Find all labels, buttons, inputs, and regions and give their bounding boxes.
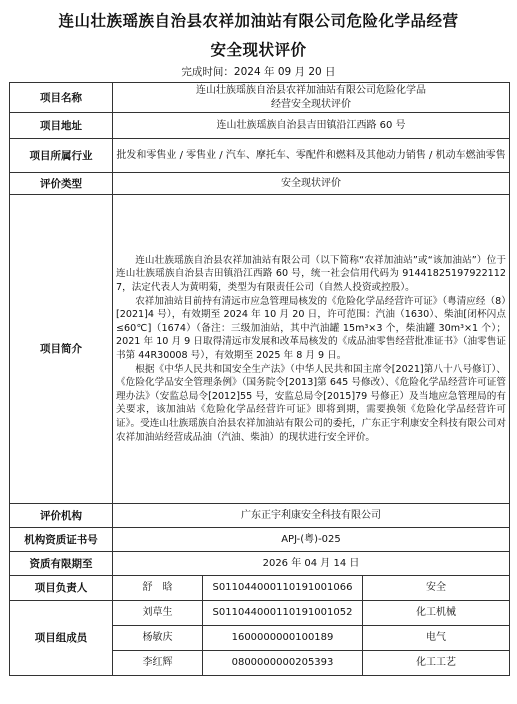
person-specialty: 电气 xyxy=(363,626,510,651)
validity-value: 2026 年 04 月 14 日 xyxy=(113,552,510,576)
person-name: 舒 晗 xyxy=(113,576,203,601)
project-info-table xyxy=(9,82,510,676)
person-specialty: 安全 xyxy=(363,576,510,601)
label-intro: 项目简介 xyxy=(10,195,113,504)
cert-no-value: APJ-(粤)-025 xyxy=(113,528,510,552)
label-eval-type: 评价类型 xyxy=(10,173,113,195)
member-row xyxy=(10,601,510,626)
person-name: 杨敏庆 xyxy=(113,626,203,651)
label-validity: 资质有限期至 xyxy=(10,552,113,576)
label-leader: 项目负责人 xyxy=(10,576,113,601)
intro-paragraph-1: 连山壮族瑶族自治县农祥加油站有限公司（以下简称“农祥加油站”或“该加油站”）位于连山壮族瑶族自治县吉田镇沿江西路 60 号，统一社会信用代码为 91441825197922112​7，法定代表人为黄明菊，类型为有限责任公司（自然人投资或控股）。 xyxy=(116,254,506,294)
label-industry: 项目所属行业 xyxy=(10,139,113,173)
leader-row xyxy=(10,576,510,601)
person-name: 刘草生 xyxy=(113,601,203,626)
label-agency: 评价机构 xyxy=(10,504,113,528)
person-specialty: 化工工艺 xyxy=(363,651,510,676)
label-project-name: 项目名称 xyxy=(10,83,113,113)
intro-content xyxy=(113,195,510,504)
person-cert: 0800000000205393 xyxy=(203,651,363,676)
label-project-address: 项目地址 xyxy=(10,113,113,139)
person-cert: S011044000110191001066 xyxy=(203,576,363,601)
intro-paragraph-2: 农祥加油站目前持有清远市应急管理局核发的《危险化学品经营许可证》（粤清应经（8）[2021]4 号），有效期至 2024 年 10 月 20 日，许可范围：汽油（1630）、柴油[闭杯闪点≤60℃]（1674）（备注：三级加油站，其中汽油罐 15m³×3 个，柴油罐 30m³×1 个）；2021 年 10 月 9 日取得清远市发展和改革局核发的《成品油零售经营批准证书》（油零售证书第 44R30008 号），有效期至 2025 年 8 月 9 日。 xyxy=(116,295,506,361)
document-title-line2: 安全现状评价 xyxy=(210,41,307,59)
project-address-value: 连山壮族瑶族自治县吉田镇沿江西路 60 号 xyxy=(113,113,510,139)
project-name-line1: 连山壮族瑶族自治县农祥加油站有限公司危险化学品 xyxy=(196,84,426,96)
eval-type-value: 安全现状评价 xyxy=(113,173,510,195)
document-title-line1: 连山壮族瑶族自治县农祥加油站有限公司危险化学品经营 xyxy=(58,12,459,30)
person-specialty: 化工机械 xyxy=(363,601,510,626)
person-name: 李红辉 xyxy=(113,651,203,676)
intro-paragraph-3: 根据《中华人民共和国安全生产法》（中华人民共和国主席令[2021]第八十八号修订）、《危险化学品安全管理条例》（国务院令[2013]第 645 号修改）、《危险化学品经营许可证管理办法》（安监总局令[2012]55 号，安监总局令[2015]79 号修正）及当地应急管理局的有关要求，该加油站《危险化学品经营许可证》即将到期，需要换领《危险化学品经营许可证》。受连山壮族瑶族自治县农祥加油站有限公司的委托，广东正宇利康安全科技有限公司对农祥加油站经营成品油（汽油、柴油）的现状进行安全评价。 xyxy=(116,363,506,443)
person-cert: 1600000000100189 xyxy=(203,626,363,651)
label-cert-no: 机构资质证书号 xyxy=(10,528,113,552)
project-name-line2: 经营安全现状评价 xyxy=(271,98,351,110)
agency-value: 广东正宇利康安全科技有限公司 xyxy=(113,504,510,528)
label-members: 项目组成员 xyxy=(10,601,113,676)
project-name-value xyxy=(113,83,510,113)
person-cert: S011044000110191001052 xyxy=(203,601,363,626)
industry-value: 批发和零售业 / 零售业 / 汽车、摩托车、零配件和燃料及其他动力销售 / 机动车燃油零售 xyxy=(113,139,510,173)
completion-date: 完成时间：2024 年 09 月 20 日 xyxy=(181,66,336,78)
